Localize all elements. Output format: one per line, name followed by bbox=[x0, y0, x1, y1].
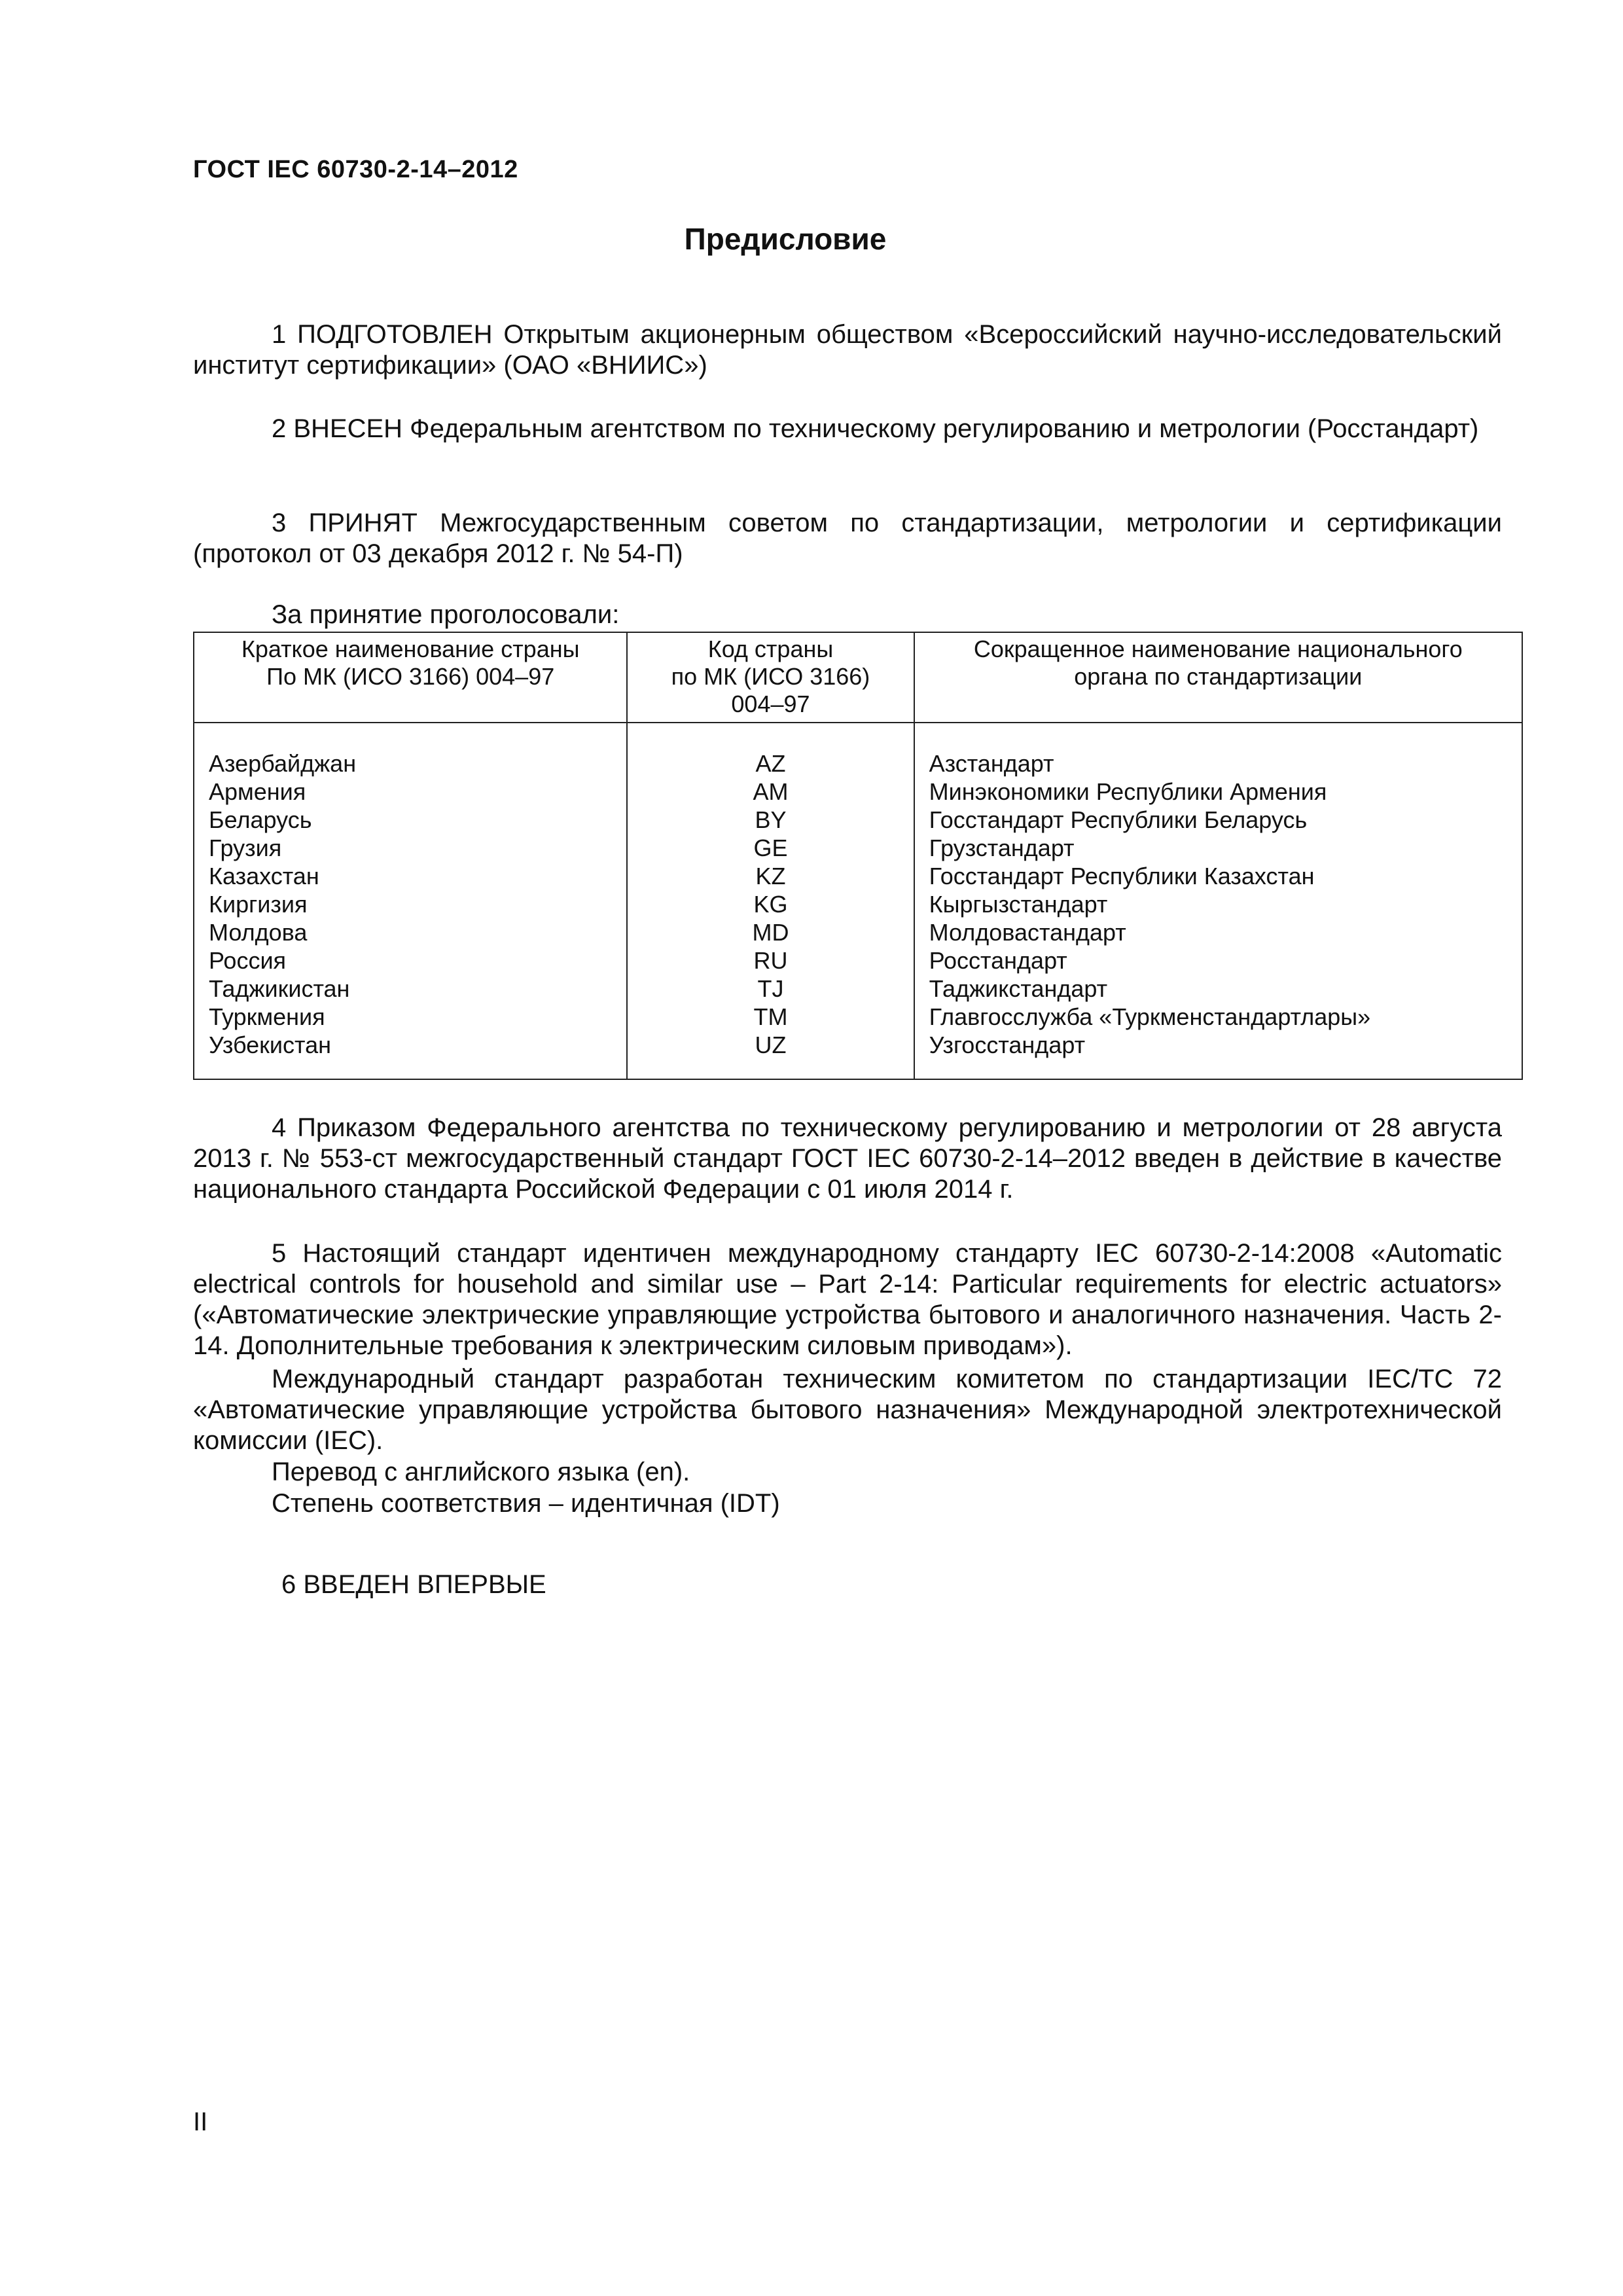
country-code: TJ bbox=[757, 975, 784, 1002]
country-name: Узбекистан bbox=[209, 1031, 332, 1058]
country-code: KZ bbox=[755, 863, 786, 889]
standards-body: Минэкономики Республики Армения bbox=[929, 778, 1327, 805]
standards-body: Главгосслужба «Туркменстандартлары» bbox=[929, 1003, 1371, 1030]
standards-body: Росстандарт bbox=[929, 947, 1067, 974]
vote-label: За принятие проголосовали: bbox=[272, 600, 620, 629]
country-code: UZ bbox=[755, 1031, 787, 1058]
country-name: Беларусь bbox=[209, 806, 312, 833]
header-line: Код страны bbox=[707, 636, 834, 662]
page-title-text: Предисловие bbox=[684, 222, 887, 256]
standards-body: Госстандарт Республики Беларусь bbox=[929, 806, 1308, 833]
standards-body: Грузстандарт bbox=[929, 834, 1075, 861]
paragraph-5-continued: Международный стандарт разработан техническим комитетом по стандартизации IEC/TC 72 «Автоматические управляющие устройства бытового назначения» Международной электротехнической комиссии (IEC). bbox=[193, 1365, 1502, 1455]
header-line: Сокращенное наименование национального bbox=[973, 636, 1463, 662]
header-line: По МК (ИСО 3166) 004–97 bbox=[266, 663, 555, 690]
paragraph-6: 6 ВВЕДЕН ВПЕРВЫЕ bbox=[281, 1570, 546, 1599]
header-line: Краткое наименование страны bbox=[241, 636, 580, 662]
conformity-note: Степень соответствия – идентичная (IDT) bbox=[272, 1489, 780, 1518]
standards-bodies-cell bbox=[914, 723, 1522, 1079]
country-code: GE bbox=[753, 834, 788, 861]
page-number: II bbox=[193, 2108, 208, 2136]
standards-body: Молдовастандарт bbox=[929, 919, 1126, 946]
country-code: RU bbox=[753, 947, 788, 974]
country-name: Грузия bbox=[209, 834, 282, 861]
paragraph-3: 3 ПРИНЯТ Межгосударственным советом по стандартизации, метрологии и сертификации (протокол от 03 декабря 2012 г. № 54-П) bbox=[193, 509, 1502, 568]
standards-body: Таджикстандарт bbox=[929, 975, 1108, 1002]
country-name: Туркмения bbox=[209, 1003, 325, 1030]
countries-table bbox=[193, 632, 1523, 1080]
country-name: Казахстан bbox=[209, 863, 319, 889]
country-code: AZ bbox=[755, 750, 786, 777]
translation-note: Перевод с английского языка (en). bbox=[272, 1458, 690, 1486]
table-header-row bbox=[194, 632, 1522, 723]
header-line: 004–97 bbox=[731, 691, 810, 717]
standards-body: Кыргызстандарт bbox=[929, 891, 1108, 918]
table-body-row bbox=[194, 723, 1522, 1079]
country-code: MD bbox=[752, 919, 789, 946]
paragraph-5: 5 Настоящий стандарт идентичен международному стандарту IEC 60730-2-14:2008 «Automatic electrical controls for household and similar use – Part 2-14: Particular requirements for electric actuators» («Автоматические электрические управляющие устройства бытового и аналогичного назначения. Часть 2-14. Дополнительные требования к электрическим силовым приводам»). bbox=[193, 1239, 1502, 1360]
country-code: BY bbox=[755, 806, 787, 833]
page-title bbox=[0, 221, 1623, 257]
country-names-cell bbox=[194, 723, 627, 1079]
document-code: ГОСТ IEC 60730-2-14–2012 bbox=[193, 156, 518, 183]
country-name: Азербайджан bbox=[209, 750, 357, 777]
country-codes-cell bbox=[627, 723, 914, 1079]
country-name: Киргизия bbox=[209, 891, 308, 918]
header-line: по МК (ИСО 3166) bbox=[671, 663, 870, 690]
standards-body: Узгосстандарт bbox=[929, 1031, 1086, 1058]
country-code: KG bbox=[753, 891, 788, 918]
header-country-name bbox=[194, 632, 627, 723]
paragraph-2: 2 ВНЕСЕН Федеральным агентством по техническому регулированию и метрологии (Росстандарт) bbox=[272, 414, 1479, 443]
country-name: Таджикистан bbox=[209, 975, 350, 1002]
country-name: Россия bbox=[209, 947, 287, 974]
header-line: органа по стандартизации bbox=[1074, 663, 1363, 690]
paragraph-4: 4 Приказом Федерального агентства по техническому регулированию и метрологии от 28 августа 2013 г. № 553-ст межгосударственный стандарт ГОСТ IEC 60730-2-14–2012 введен в действие в качестве национального стандарта Российской Федерации с 01 июля 2014 г. bbox=[193, 1113, 1502, 1204]
country-name: Армения bbox=[209, 778, 306, 805]
standards-body: Госстандарт Республики Казахстан bbox=[929, 863, 1315, 889]
header-country-code bbox=[627, 632, 914, 723]
country-code: TM bbox=[753, 1003, 788, 1030]
header-standards-body bbox=[914, 632, 1522, 723]
country-code: AM bbox=[753, 778, 789, 805]
standards-body: Азстандарт bbox=[929, 750, 1054, 777]
paragraph-1: 1 ПОДГОТОВЛЕН Открытым акционерным обществом «Всероссийский научно-исследовательский институт сертификации» (ОАО «ВНИИС») bbox=[193, 320, 1502, 380]
country-name: Молдова bbox=[209, 919, 308, 946]
